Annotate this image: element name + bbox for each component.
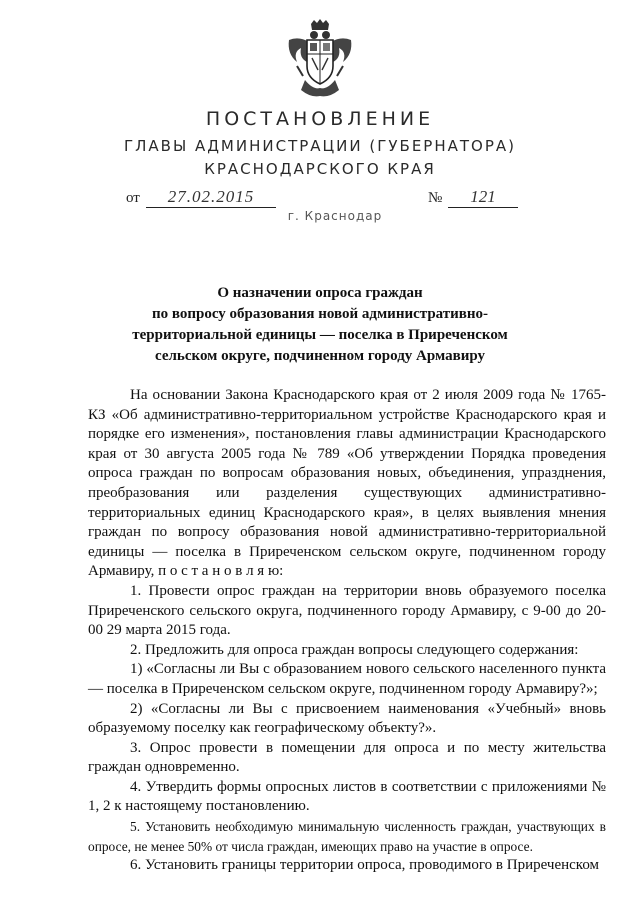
document-title	[120, 283, 520, 367]
krasnodar-coat-of-arms-icon	[283, 18, 357, 100]
document-body	[88, 386, 606, 876]
document-number: 121	[448, 187, 518, 208]
clause-paragraph: 3. Опрос провести в помещении для опроса и по месту жительства граждан одновременно.	[88, 739, 606, 776]
title-line: территориальной единицы — поселка в Приреченском	[132, 327, 508, 343]
document-type-heading: ПОСТАНОВЛЕНИЕ	[205, 108, 435, 130]
title-line: по вопросу образования новой административно-	[151, 306, 489, 322]
number-label: №	[428, 190, 443, 206]
city-line: г. Краснодар	[287, 209, 383, 223]
clause-paragraph: 1. Провести опрос граждан на территории вновь образуемого поселка Приреченского сельского округа, подчиненного городу Армавиру, с 9-00 до 20-00 29 марта 2015 года.	[88, 582, 606, 639]
clause-paragraph: 4. Утвердить формы опросных листов в соответствии с приложениями № 1, 2 к настоящему постановлению.	[88, 778, 606, 815]
clause-paragraph: 5. Установить необходимую минимальную численность граждан, участвующих в опросе, не менее 50% от числа граждан, имеющих право на участие в опросе.	[88, 819, 606, 854]
region-heading: КРАСНОДАРСКОГО КРАЯ	[204, 160, 436, 178]
question-paragraph: 1) «Согласны ли Вы с образованием нового сельского населенного пункта — поселка в Приреченском сельском округе, подчиненном городу Армавиру?»;	[88, 661, 606, 697]
document-date: 27.02.2015	[146, 187, 276, 208]
title-line: сельском округе, подчиненном городу Армавиру	[155, 348, 485, 364]
title-line: О назначении опроса граждан	[217, 285, 423, 301]
clause-paragraph: 6. Установить границы территории опроса, проводимого в Приреченском	[130, 857, 600, 874]
question-paragraph: 2) «Согласны ли Вы с присвоением наименования «Учебный» вновь образуемому поселку как географическому объекту?».	[88, 700, 606, 737]
preamble-paragraph: На основании Закона Краснодарского края от 2 июля 2009 года № 1765-КЗ «Об административно-территориальном устройстве Краснодарского края и порядке его изменения», постановления главы администрации Краснодарского края от 30 августа 2005 года № 789 «Об утверждении Порядка проведения опроса граждан по вопросам образования новых, объединения, упразднения, преобразования или разделения существующих административно-территориальных единиц Краснодарского края», в целях выявления мнения граждан по вопросу образования новой административно-территориальной единицы — поселка в Приреченском сельском округе, подчиненном городу Армавиру, п о с т а н о в л я ю:	[88, 387, 606, 580]
issuer-heading: ГЛАВЫ АДМИНИСТРАЦИИ (ГУБЕРНАТОРА)	[123, 137, 517, 155]
date-label: от	[126, 190, 140, 206]
clause-paragraph: 2. Предложить для опроса граждан вопросы следующего содержания:	[130, 641, 579, 658]
